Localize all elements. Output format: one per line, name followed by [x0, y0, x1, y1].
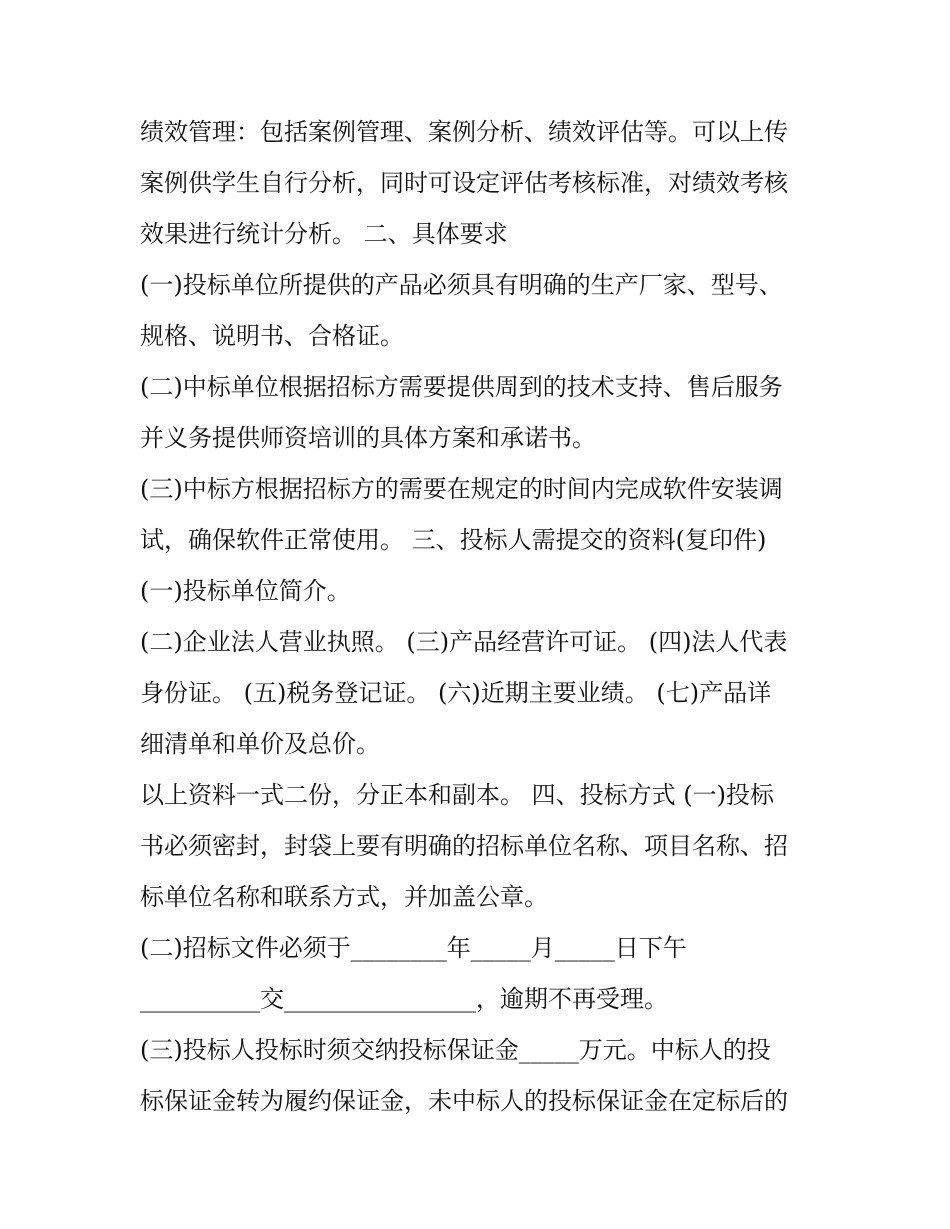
text-line: 书必须密封，封袋上要有明确的招标单位名称、项目名称、招 [140, 832, 788, 860]
text-line: (一)投标单位所提供的产品必须具有明确的生产厂家、型号、 [140, 271, 783, 299]
text-line: 规格、说明书、合格证。 [140, 322, 404, 350]
text-line: 试，确保软件正常使用。 三、投标人需提交的资料(复印件) [140, 526, 767, 554]
text-line: (二)中标单位根据招标方需要提供周到的技术支持、售后服务 [140, 373, 783, 401]
text-line: 细清单和单价及总价。 [140, 730, 380, 758]
text-line: 案例供学生自行分析，同时可设定评估考核标准，对绩效考核 [140, 169, 788, 197]
text-line: 以上资料一式二份，分正本和副本。 四、投标方式 (一)投标 [140, 781, 774, 809]
text-line: 并义务提供师资培训的具体方案和承诺书。 [140, 424, 596, 452]
text-line: (二)企业法人营业执照。 (三)产品经营许可证。 (四)法人代表 [140, 628, 788, 656]
text-line: 效果进行统计分析。 二、具体要求 [140, 220, 508, 248]
document-body [140, 107, 820, 1127]
text-line: (三)投标人投标时须交纳投标保证金_____万元。中标人的投 [140, 1036, 771, 1064]
text-line: __________交________________，逾期不再受理。 [140, 985, 668, 1013]
text-line: (二)招标文件必须于________年_____月_____日下午 [140, 934, 687, 962]
text-line: 标单位名称和联系方式，并加盖公章。 [140, 883, 548, 911]
text-line: 绩效管理：包括案例管理、案例分析、绩效评估等。可以上传 [140, 118, 788, 146]
text-line: 标保证金转为履约保证金，未中标人的投标保证金在定标后的 [140, 1087, 788, 1115]
text-line: (一)投标单位简介。 [140, 577, 351, 605]
text-line: 身份证。 (五)税务登记证。 (六)近期主要业绩。 (七)产品详 [140, 679, 772, 707]
text-line: (三)中标方根据招标方的需要在规定的时间内完成软件安装调 [140, 475, 783, 503]
